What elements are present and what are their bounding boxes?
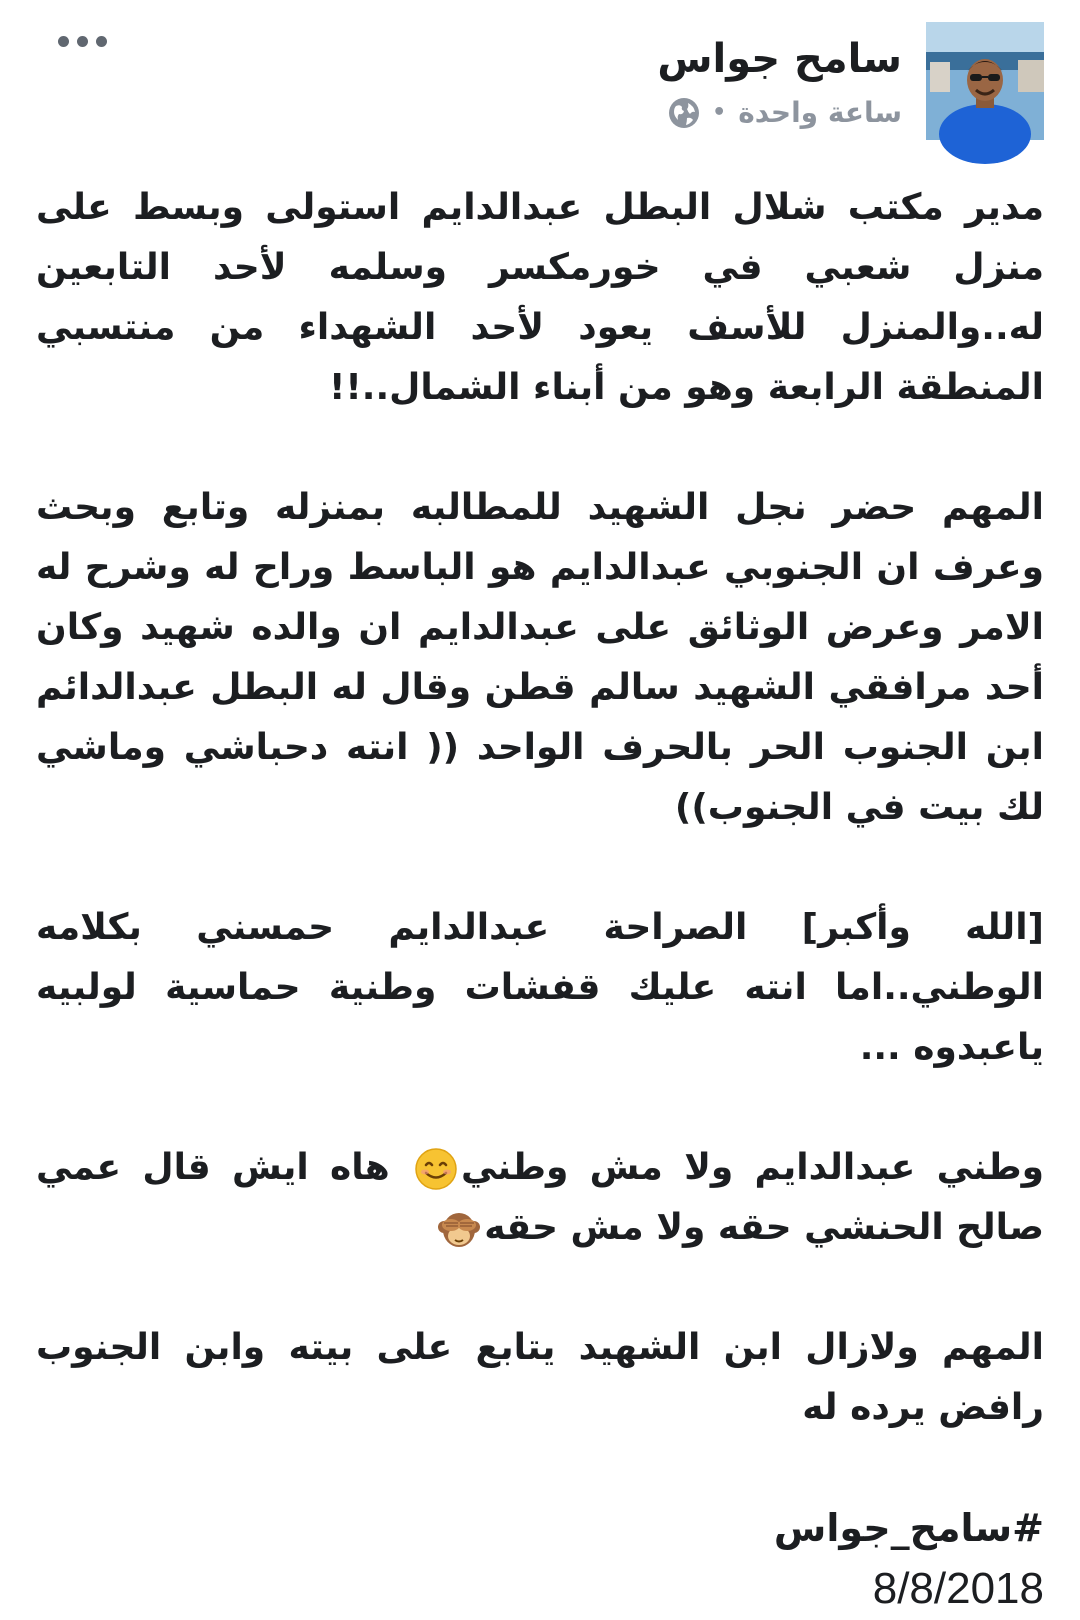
post-paragraph-1: مدير مكتب شلال البطل عبدالدايم استولى وبسط على منزل شعبي في خورمكسر وسلمه لأحد التابعين له..والمنزل للأسف يعود لأحد الشهداء من منتسبي المنطقة الرابعة وهو من أبناء الشمال..!! <box>36 187 1044 408</box>
post-paragraph-4-part-2: هاه ايش قال عمي صالح الحنشي حقه ولا مش حقه <box>36 1147 1044 1248</box>
post-paragraph-3: [الله وأكبر] الصراحة عبدالدايم حمسني بكلامه الوطني..اما انته عليك قفشات وطنية حماسية لولبيه ياعبدوه ... <box>36 907 1044 1068</box>
globe-icon[interactable] <box>668 97 700 129</box>
hashtag-link[interactable]: #سامح_جواس <box>773 1506 1044 1550</box>
post-paragraph-5: المهم ولازال ابن الشهيد يتابع على بيته وابن الجنوب رافض يرده له <box>36 1327 1044 1428</box>
post-paragraph-4 <box>36 1138 1044 1258</box>
avatar[interactable] <box>926 22 1044 140</box>
post-header <box>36 22 1044 142</box>
more-dot-icon <box>96 36 107 47</box>
author-name[interactable]: سامح جواس <box>657 36 902 82</box>
smiling-face-icon <box>415 1148 457 1190</box>
post-paragraph-2: المهم حضر نجل الشهيد للمطالبه بمنزله وتابع وبحث وعرف ان الجنوبي عبدالدايم هو الباسط وراح له وشرح له الامر وعرض الوثائق على عبدالدايم ان والده شهيد وكان أحد مرافقي الشهيد سالم قطن وقال له البطل عبدالدائم ابن الجنوب الحر بالحرف الواحد (( انته دحباشي وماشي لك بيت في الجنوب)) <box>36 487 1044 828</box>
timestamp[interactable]: ساعة واحدة <box>738 96 902 129</box>
post-paragraph-4-part-1: وطني عبدالدايم ولا مش وطني <box>460 1147 1044 1188</box>
more-dot-icon <box>58 36 69 47</box>
post-date: 8/8/2018 <box>872 1564 1044 1613</box>
more-dot-icon <box>77 36 88 47</box>
see-no-evil-monkey-icon <box>438 1208 480 1250</box>
meta-separator: • <box>712 100 727 125</box>
post-text <box>36 178 1044 1620</box>
more-options-button[interactable] <box>58 36 107 47</box>
post-meta <box>668 96 902 129</box>
